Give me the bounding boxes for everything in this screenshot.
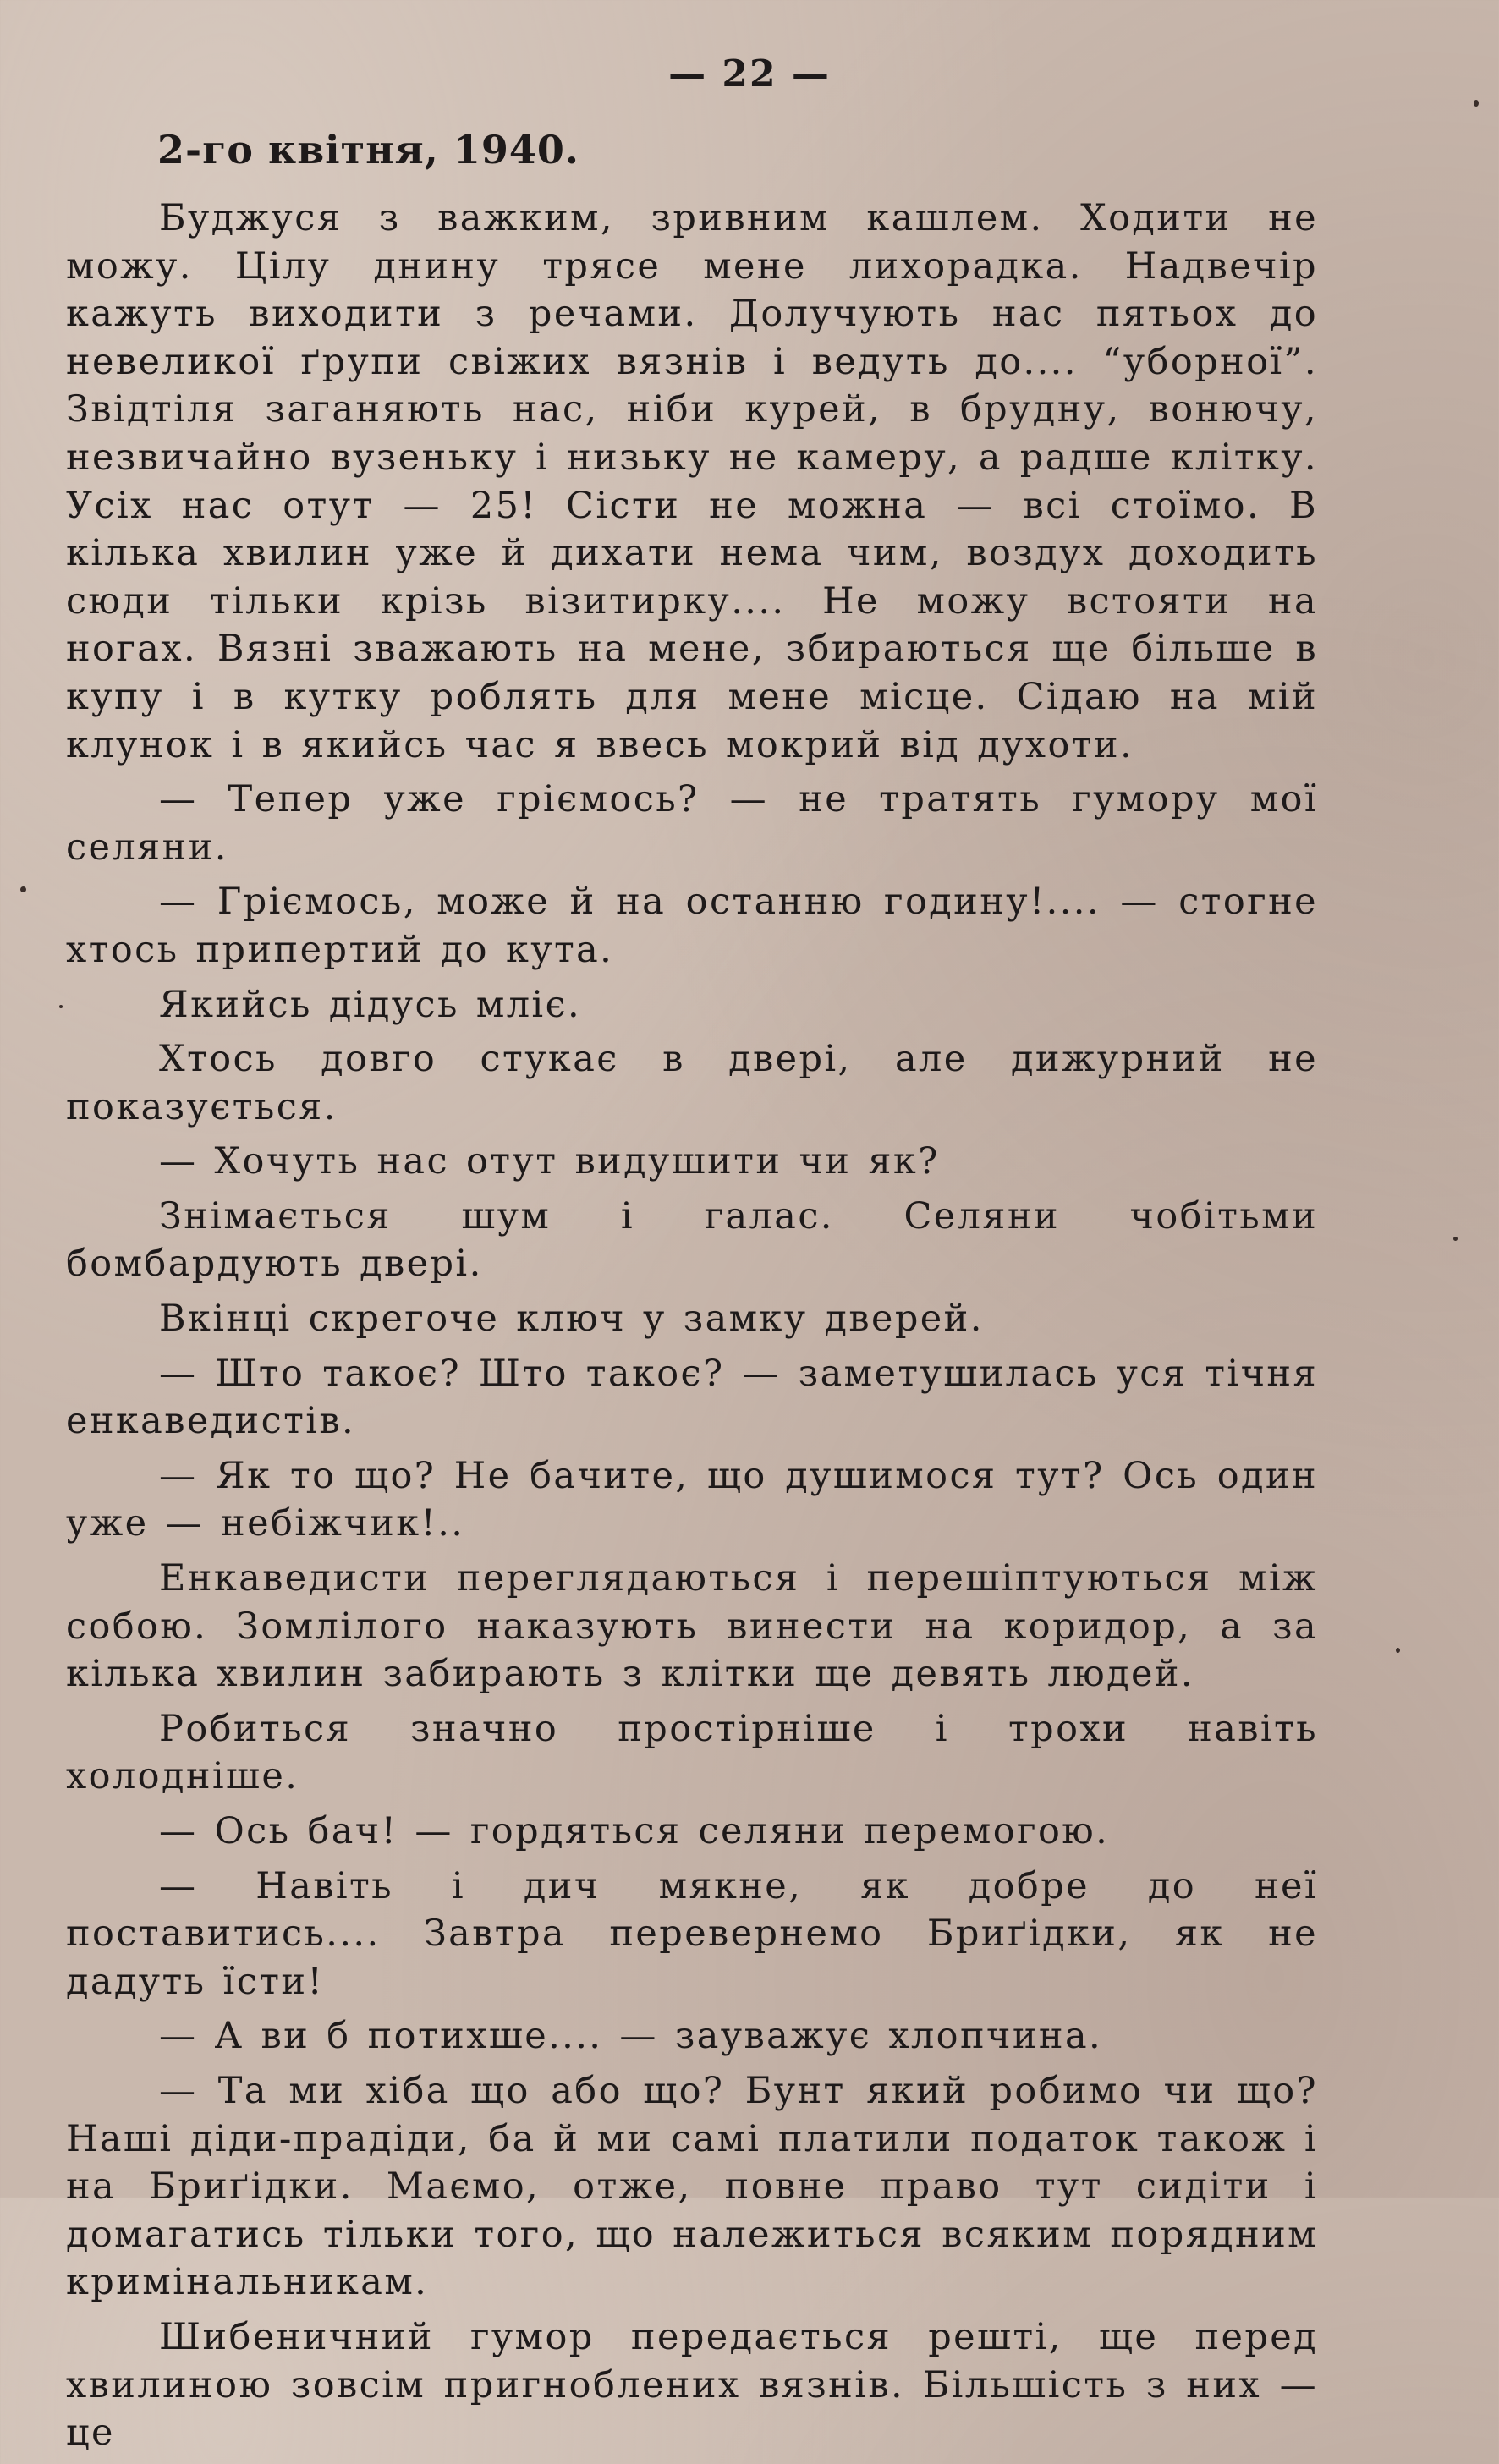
- paper-speck: [20, 886, 26, 892]
- paper-speck: [1453, 1237, 1458, 1241]
- paper-speck: [1474, 100, 1479, 107]
- paragraph: — А ви б потихше.... — зауважує хлопчина.: [159, 2015, 1103, 2058]
- paragraph: — Тепер уже гріємось? — не тратять гумору мої селяни.: [66, 778, 1318, 869]
- paragraph: — Ось бач! — гордяться селяни перемогою.: [159, 1810, 1110, 1852]
- date-heading: 2-го квітня, 1940.: [157, 127, 579, 173]
- paragraph: — Хочуть нас отут видушити чи як?: [159, 1140, 940, 1183]
- paragraph: Якийсь дідусь мліє.: [159, 983, 582, 1026]
- paragraph: — Гріємось, може й на останню годину!.... — стогне хтось припертий до кута.: [66, 881, 1318, 971]
- paragraph: Знімається шум і галас. Селяни чобітьми бомбардують двері.: [66, 1194, 1318, 1286]
- paragraph: Вкінці скрегоче ключ у замку дверей.: [159, 1298, 984, 1341]
- paragraph: Буджуся з важким, зривним кашлем. Ходити не можу. Цілу днину трясе мене лихорадка. Надвечір кажуть виходити з речами. Долучують нас пятьох до невеликої ґрупи свіжих вязнів і ведуть до.... “уборної”. Звідтіля заганяють нас, ніби курей, в брудну, вонючу, незвичайно вузеньку і низьку не камеру, а радше клітку. Усіх нас отут — 25! Сісти не можна — всі стоїмо. В кілька хвилин уже й дихати нема чим, воздух доходить сюди тільки крізь візитирку.... Не можу встояти на ногах. Вязні зважають на мене, збираються ще більше в купу і в кутку роблять для мене місце. Сідаю на мій клунок і в якийсь час я ввесь мокрий від духоти.: [66, 197, 1318, 766]
- paragraph: — Навіть і дич мякне, як добре до неї поставитись.... Завтра перевернемо Бриґідки, як не дадуть їсти!: [66, 1864, 1318, 2003]
- paragraph: Робиться значно простірніше і трохи навіть холодніше.: [66, 1707, 1318, 1798]
- page-number: — 22 —: [668, 52, 831, 96]
- paper-speck: [59, 1005, 63, 1008]
- paragraph: — Як то що? Не бачите, що душимося тут? Ось один уже — небіжчик!..: [66, 1454, 1318, 1545]
- paper-speck: [1396, 1648, 1400, 1653]
- paragraph: Хтось довго стукає в двері, але дижурний не показується.: [66, 1038, 1318, 1128]
- paragraph: — Што такоє? Што такоє? — заметушилась уся тічня енкаведистів.: [66, 1352, 1318, 1443]
- body-text: [66, 195, 1318, 2464]
- paragraph: — Та ми хіба що або що? Бунт який робимо чи що? Наші діди-прадіди, ба й ми самі платили податок також і на Бриґідки. Маємо, отже, повне право тут сидіти і домагатись тільки того, що належиться всяким порядним кримінальникам.: [66, 2069, 1318, 2304]
- paragraph: Енкаведисти переглядаються і перешіптуються між собою. Зомлілого наказують винести на коридор, а за кілька хвилин забирають з клітки ще девять людей.: [66, 1557, 1318, 1696]
- paragraph: Шибеничний гумор передається решті, ще перед хвилиною зовсім пригноблених вязнів. Більшість з них — це: [66, 2315, 1318, 2455]
